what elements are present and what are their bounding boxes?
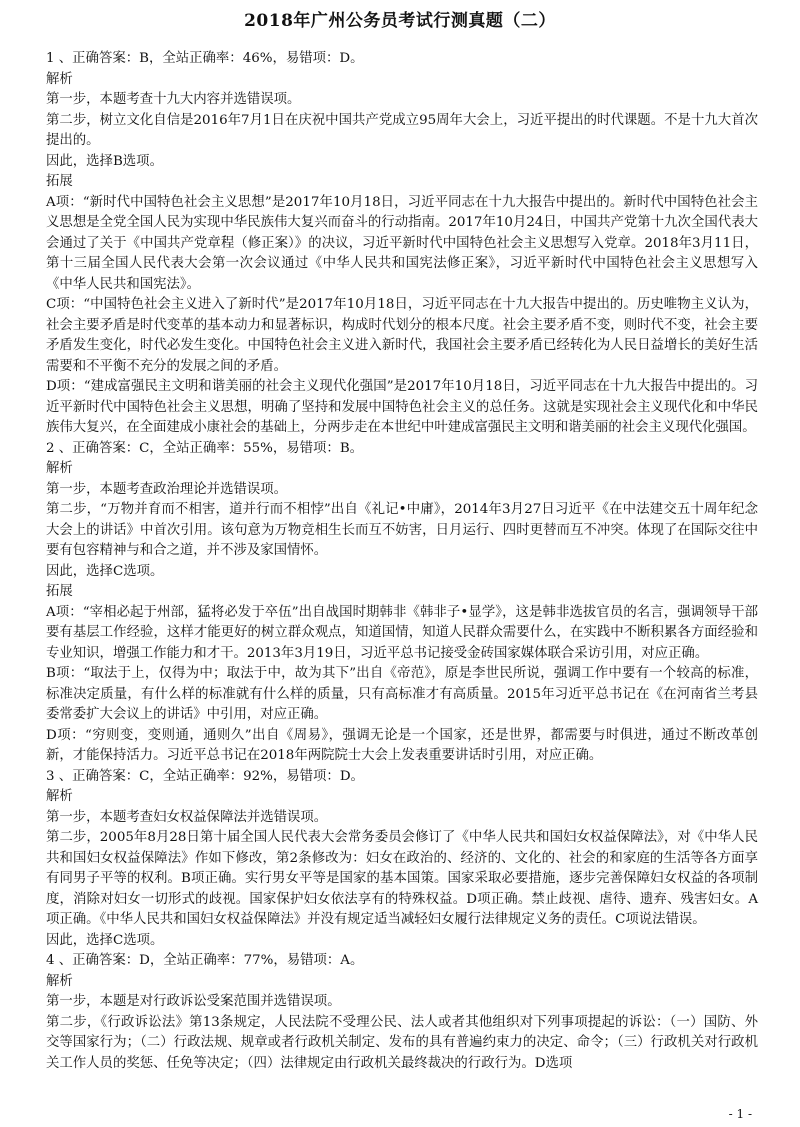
paragraph: 第一步，本题考查妇女权益保障法并选错误项。 xyxy=(46,809,328,825)
document-body xyxy=(46,49,758,1074)
paragraph: 解析 xyxy=(46,71,73,87)
paragraph: 第一步，本题考查政治理论并选错误项。 xyxy=(46,481,288,497)
page-title: 2018年广州公务员考试行测真题（二） xyxy=(244,11,556,31)
paragraph: 因此，选择C选项。 xyxy=(46,563,164,579)
paragraph: D项：“穷则变，变则通，通则久”出自《周易》，强调无论是一个国家，还是世界，都需要与时俱进，通过不断改革创新，才能保持活力。习近平总书记在2018年两院院士大会上发表重要讲话时引用，对应正确。 xyxy=(46,727,758,763)
paragraph: 拓展 xyxy=(46,174,73,189)
paragraph: C项：“中国特色社会主义进入了新时代”是2017年10月18日，习近平同志在十九大报告中提出的。历史唯物主义认为，社会主要矛盾是时代变革的基本动力和显著标识，构成时代划分的根本尺度。社会主要矛盾不变，则时代不变，社会主要矛盾发生变化，时代必发生变化。中国特色社会主义进入新时代，我国社会主要矛盾已经转化为人民日益增长的美好生活需要和不平衡不充分的发展之间的矛盾。 xyxy=(46,297,758,374)
paragraph: D项：“建成富强民主文明和谐美丽的社会主义现代化强国”是2017年10月18日，习近平同志在十九大报告中提出的。习近平新时代中国特色社会主义思想，明确了坚持和发展中国特色社会主义的总任务。这就是实现社会主义现代化和中华民族伟大复兴，在全面建成小康社会的基础上，分两步走在本世纪中叶建成富强民主文明和谐美丽的社会主义现代化强国。 xyxy=(46,379,758,435)
paragraph: 第一步，本题是对行政诉讼受案范围并选错误项。 xyxy=(46,994,341,1009)
paragraph: A项：“新时代中国特色社会主义思想”是2017年10月18日，习近平同志在十九大报告中提出的。新时代中国特色社会主义思想是全党全国人民为实现中华民族伟大复兴而奋斗的行动指南。2017年10月24日，中国共产党第十九次全国代表大会通过了关于《中国共产党章程（修正案）》的决议，习近平新时代中国特色社会主义思想写入党章。2018年3月11日，第十三届全国人民代表大会第一次会议通过《中华人民共和国宪法修正案》，习近平新时代中国特色社会主义思想写入《中华人民共和国宪法》。 xyxy=(46,194,758,292)
paragraph: 第二步，2005年8月28日第十届全国人民代表大会常务委员会修订了《中华人民共和国妇女权益保障法》，对《中华人民共和国妇女权益保障法》作如下修改，第2条修改为：妇女在政治的、经济的、文化的、社会的和家庭的生活等各方面享有同男子平等的权利。B项正确。实行男女平等是国家的基本国策。国家采取必要措施，逐步完善保障妇女权益的各项制度，消除对妇女一切形式的歧视。国家保护妇女依法享有的特殊权益。D项正确。禁止歧视、虐待、遗弃、残害妇女。A项正确。《中华人民共和国妇女权益保障法》并没有规定适当减轻妇女履行法律规定义务的责任。C项说法错误。 xyxy=(46,830,758,927)
paragraph: 第一步，本题考查十九大内容并选错误项。 xyxy=(46,92,301,107)
page-number: - 1 - xyxy=(728,1107,752,1121)
paragraph: 第二步，树立文化自信是2016年7月1日在庆祝中国共产党成立95周年大会上，习近平提出的时代课题。不是十九大首次提出的。 xyxy=(46,112,758,148)
paragraph: 2 、正确答案：C，全站正确率：55%，易错项：B。 xyxy=(46,440,364,456)
paragraph: 4 、正确答案：D，全站正确率：77%，易错项：A。 xyxy=(46,953,364,968)
paragraph: 拓展 xyxy=(46,584,73,599)
paragraph: 因此，选择B选项。 xyxy=(46,153,163,169)
paragraph: 解析 xyxy=(46,461,73,476)
paragraph: 3 、正确答案：C，全站正确率：92%，易错项：D。 xyxy=(46,768,364,784)
paragraph: 因此，选择C选项。 xyxy=(46,932,164,948)
paragraph: 解析 xyxy=(46,973,73,989)
paragraph: 1 、正确答案：B，全站正确率：46%，易错项：D。 xyxy=(46,51,364,66)
paragraph: 解析 xyxy=(46,789,73,804)
paragraph: A项：“宰相必起于州部，猛将必发于卒伍”出自战国时期韩非《韩非子•显学》，这是韩非选拔官员的名言，强调领导干部要有基层工作经验，这样才能更好的树立群众观点，知道国情，知道人民群众需要什么，在实践中不断积累各方面经验和专业知识，增强工作能力和才干。2013年3月19日，习近平总书记接受金砖国家媒体联合采访引用，对应正确。 xyxy=(46,604,758,661)
paragraph: 第二步，《行政诉讼法》第13条规定，人民法院不受理公民、法人或者其他组织对下列事项提起的诉讼：（一）国防、外交等国家行为；（二）行政法规、规章或者行政机关制定、发布的具有普遍约束力的决定、命令；（三）行政机关对行政机关工作人员的奖惩、任免等决定；（四）法律规定由行政机关最终裁决的行政行为。D选项 xyxy=(46,1014,758,1071)
paragraph: 第二步，“万物并育而不相害，道并行而不相悖”出自《礼记•中庸》，2014年3月27日习近平《在中法建交五十周年纪念大会上的讲话》中首次引用。该句意为万物竞相生长而互不妨害，日月运行、四时更替而互不冲突。体现了在国际交往中要有包容精神与和合之道，并不涉及家国情怀。 xyxy=(46,502,758,558)
paragraph: B项：“取法于上，仅得为中；取法于中，故为其下”出自《帝范》，原是李世民所说，强调工作中要有一个较高的标准，标准决定质量，有什么样的标准就有什么样的质量，只有高标准才有高质量。2015年习近平总书记在《在河南省兰考县委常委扩大会议上的讲话》中引用，对应正确。 xyxy=(46,666,758,722)
